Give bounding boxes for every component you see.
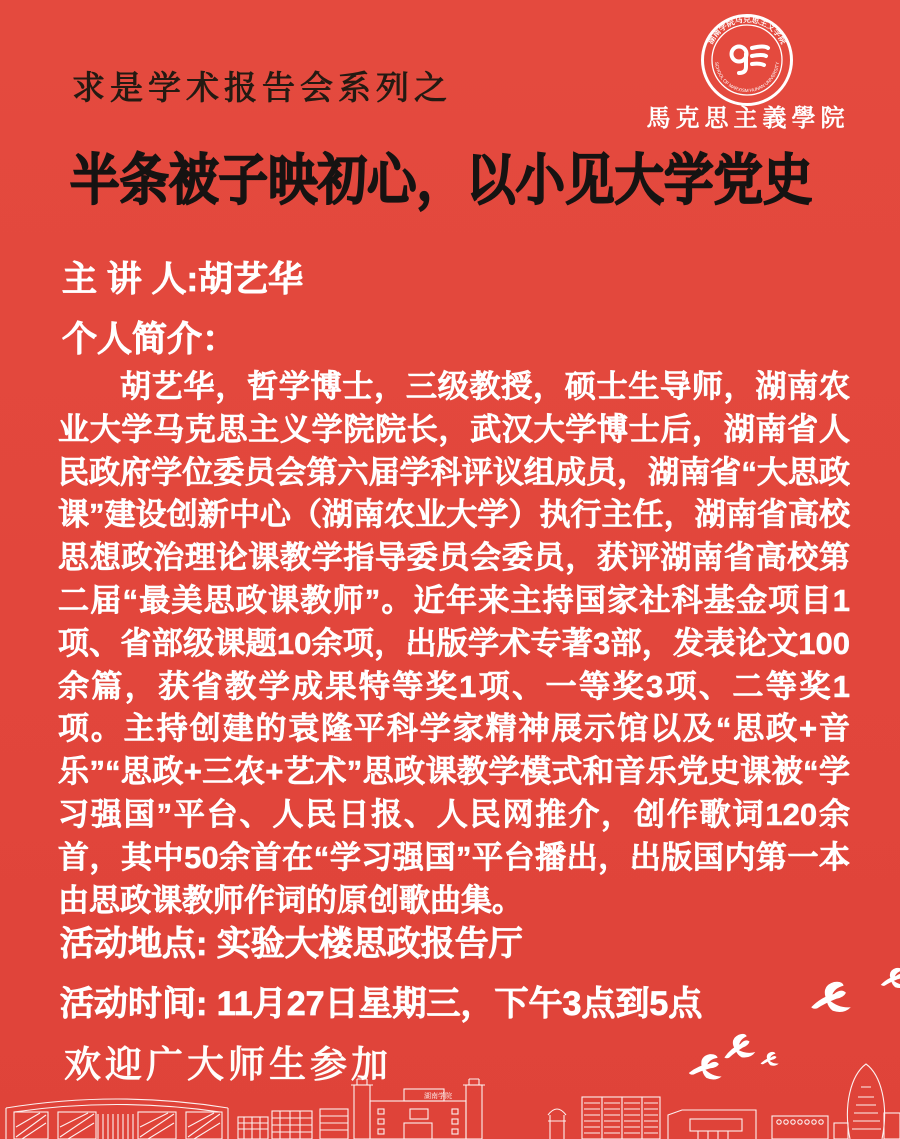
campus-skyline-graphic	[0, 1053, 900, 1139]
college-name: 馬克思主義學院	[646, 103, 850, 132]
seal-arc-bottom-text: SCHOOL OF MARXISM HUNAN UNIVERSITY	[714, 61, 780, 94]
seal-arc-top-text: 湖南学院马克思主义学院	[705, 15, 789, 46]
time-line: 活动时间: 11月27日星期三，下午3点到5点	[60, 985, 703, 1023]
welcome-line: 欢迎广大师生参加	[64, 1042, 392, 1086]
profile-label: 个人简介：	[62, 320, 238, 359]
venue-line: 活动地点: 实验大楼思政报告厅	[60, 925, 523, 963]
seal-emblem-icon	[732, 47, 769, 74]
speaker-bio: 胡艺华，哲学博士，三级教授，硕士生导师，湖南农业大学马克思主义学院院长，武汉大学博士后，湖南省人民政府学位委员会第六届学科评议组成员，湖南省“大思政课”建设创新中心（湖南农业大学）执行主任，湖南省高校思想政治理论课教学指导委员会委员，获评湖南省高校第二届“最美思政课教师”。近年来主持国家社科基金项目1项、省部级课题10余项，出版学术专著3部，发表论文100余篇，获省教学成果特等奖1项、一等奖3项、二等奖1项。主持创建的袁隆平科学家精神展示馆以及“思政+音乐”“思政+三农+艺术”思政课教学模式和音乐党史课被“学习强国”平台、人民日报、人民网推介，创作歌词120余首，其中50余首在“学习强国”平台播出，出版国内第一本由思政课教师作词的原创歌曲集。	[58, 369, 850, 918]
building-sign-text: 湖南学院	[424, 1093, 452, 1100]
speaker-line: 主 讲 人:胡艺华	[62, 260, 304, 299]
series-title: 求是学术报告会系列之	[72, 68, 452, 107]
dove-icon	[811, 982, 851, 1012]
main-title: 半条被子映初心，以小见大学党史	[70, 149, 813, 211]
college-seal-icon	[699, 12, 795, 108]
dove-icon	[881, 968, 900, 988]
